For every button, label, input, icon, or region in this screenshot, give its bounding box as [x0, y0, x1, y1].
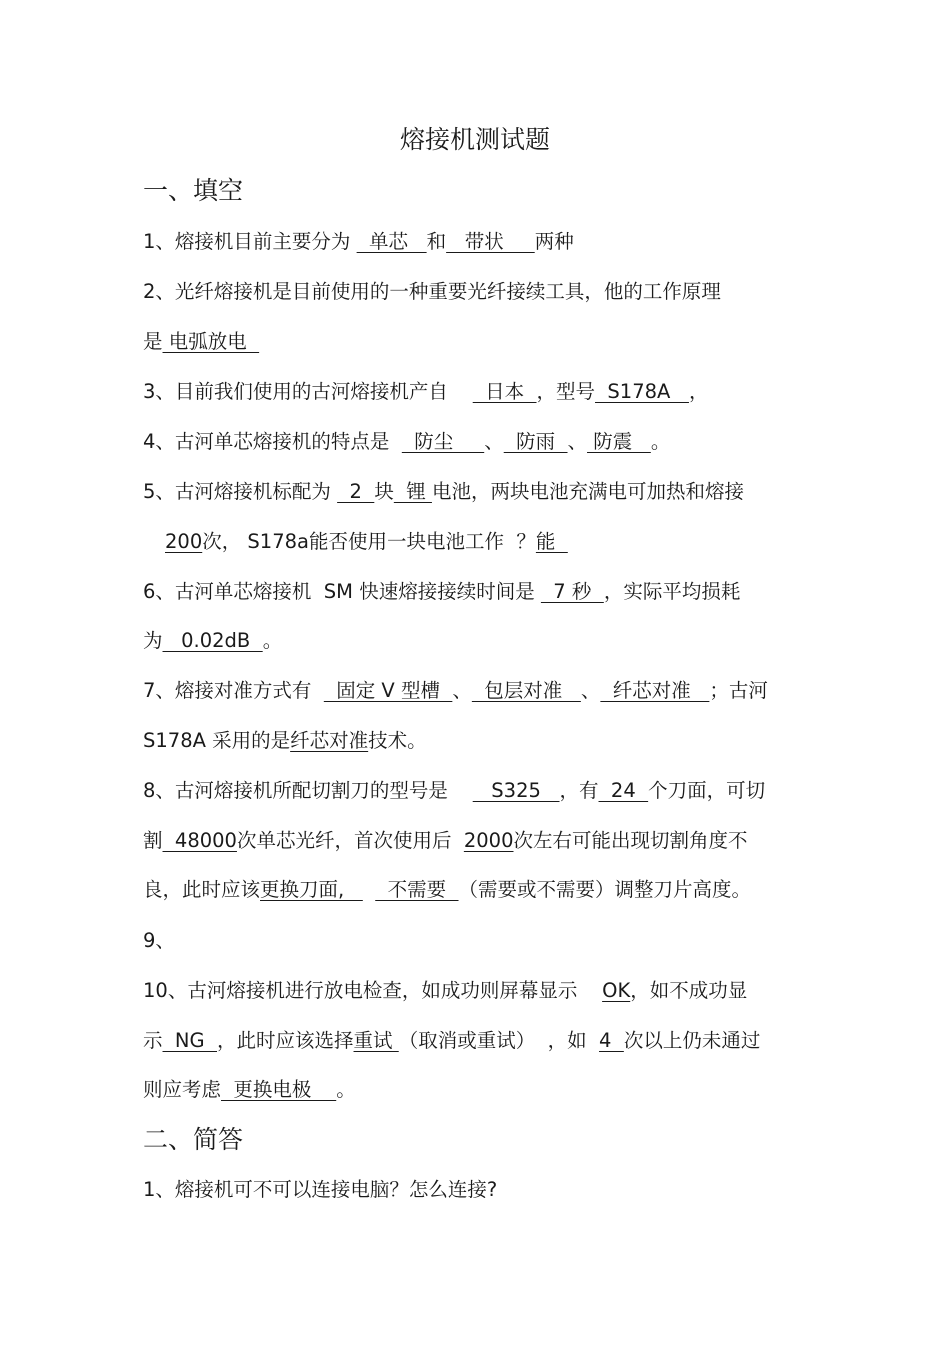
question-line-12 [143, 778, 765, 804]
question-text: ；古河 [709, 679, 768, 702]
question-line-8 [143, 579, 740, 605]
question-text: S178A 采用的是 [143, 729, 291, 752]
answer-blank: 包层对准 [471, 679, 581, 702]
question-text [363, 878, 375, 901]
answer-blank: 48000 [162, 829, 237, 852]
question-text: 次左右可能出现切割角度不 [513, 829, 748, 852]
answer-blank: S325 [472, 779, 560, 802]
question-text: 10、古河熔接机进行放电检查，如成功则屏幕显示 [143, 979, 603, 1002]
question-line-10 [143, 678, 768, 704]
answer-blank: 锂 [393, 480, 432, 503]
answer-blank: 电弧放电 [162, 330, 260, 353]
answer-blank: 0.02dB [162, 629, 263, 652]
question-text: 2、光纤熔接机是目前使用的一种重要光纤接续工具，他的工作原理 [143, 280, 721, 303]
question-text: 1、熔接机目前主要分为 [143, 230, 357, 253]
question-text: ， [688, 380, 709, 403]
question-text: 8、古河熔接机所配切割刀的型号是 [143, 779, 473, 802]
section-heading-fill-blank: 一、填空 [143, 176, 244, 205]
answer-blank: 单芯 [356, 230, 427, 253]
question-text: 次以上仍未通过 [623, 1029, 761, 1052]
question-line-13 [143, 828, 748, 854]
question-text: 和 [426, 230, 447, 253]
question-line-2 [143, 279, 721, 305]
question-text: 块 [374, 480, 394, 503]
answer-blank: 防尘 [401, 430, 485, 453]
answer-blank: 纤芯对准 [290, 729, 369, 752]
question-line-3 [143, 329, 259, 355]
question-text: ，如不成功显 [630, 979, 748, 1002]
question-text: 个刀面，可切 [648, 779, 766, 802]
answer-blank: OK [602, 979, 631, 1002]
question-line-16 [143, 978, 747, 1004]
question-text: 。 [650, 430, 671, 453]
question-text: （取消或重试） ，如 [398, 1029, 600, 1052]
question-text: 则应考虑 [143, 1078, 222, 1101]
question-text: 是 [143, 330, 163, 353]
answer-blank: NG [162, 1029, 218, 1052]
question-text: 技术。 [368, 729, 427, 752]
question-text: 、 [484, 430, 504, 453]
answer-blank: 更换电极 [221, 1078, 337, 1101]
question-text: 电池，两块电池充满电可加热和熔接 [431, 480, 744, 503]
answer-blank: 2 [337, 480, 375, 503]
question-line-19 [143, 1177, 497, 1203]
question-text: 9、 [143, 929, 175, 952]
question-text: 割 [143, 829, 163, 852]
question-line-18 [143, 1077, 356, 1103]
question-text: 1、熔接机可不可以连接电脑？怎么连接? [143, 1178, 498, 1201]
answer-blank: 7 秒 [540, 580, 604, 603]
answer-blank: 24 [598, 779, 649, 802]
question-text: 次单芯光纤，首次使用后 [236, 829, 464, 852]
question-line-9 [143, 628, 282, 654]
question-line-11 [143, 728, 427, 754]
question-line-15 [143, 928, 175, 954]
question-text: 示 [143, 1029, 163, 1052]
question-line-6 [143, 479, 744, 505]
question-line-14 [143, 877, 751, 903]
answer-blank: 2000 [463, 829, 514, 852]
answer-blank: 4 [599, 1029, 624, 1052]
question-line-7 [165, 529, 568, 555]
question-text: ，实际平均损耗 [603, 580, 741, 603]
question-text: （需要或不需要）调整刀片高度。 [458, 878, 752, 901]
answer-blank: 防雨 [503, 430, 568, 453]
question-text: 为 [143, 629, 163, 652]
page-title: 熔接机测试题 [399, 125, 550, 154]
question-text: 4、古河单芯熔接机的特点是 [143, 430, 402, 453]
question-text: 5、古河熔接机标配为 [143, 480, 338, 503]
answer-blank: 纤芯对准 [600, 679, 710, 702]
question-text: 次， S178a能否使用一块电池工作 ？ [202, 530, 536, 553]
answer-blank: 200 [165, 530, 203, 553]
question-text: 。 [336, 1078, 356, 1101]
question-line-4 [143, 379, 708, 405]
question-text: 、 [580, 679, 601, 702]
question-text: ，有 [559, 779, 599, 802]
question-text: 7、熔接对准方式有 [143, 679, 324, 702]
question-line-17 [143, 1028, 760, 1054]
answer-blank: S178A [595, 380, 689, 403]
question-text: ，此时应该选择 [217, 1029, 354, 1052]
question-text: 。 [262, 629, 283, 652]
answer-blank: 固定 V 型槽 [323, 679, 453, 702]
question-text: 良，此时应该 [143, 878, 261, 901]
answer-blank: 带状 [446, 230, 535, 253]
answer-blank: 不需要 [375, 878, 459, 901]
question-line-1 [143, 229, 574, 255]
question-text: 3、目前我们使用的古河熔接机产自 [143, 380, 473, 403]
answer-blank: 更换刀面, [260, 878, 363, 901]
section-heading-short-answer: 二、简答 [143, 1125, 244, 1154]
answer-blank: 日本 [472, 380, 537, 403]
question-text: 6、古河单芯熔接机 SM 快速熔接接续时间是 [143, 580, 541, 603]
question-text: 、 [452, 679, 472, 702]
question-text: ，型号 [536, 380, 596, 403]
question-line-5 [143, 429, 670, 455]
question-text: 、 [567, 430, 588, 453]
question-text: 两种 [534, 230, 574, 253]
answer-blank: 防震 [587, 430, 651, 453]
answer-blank: 重试 [353, 1029, 399, 1052]
answer-blank: 能 [535, 530, 568, 553]
